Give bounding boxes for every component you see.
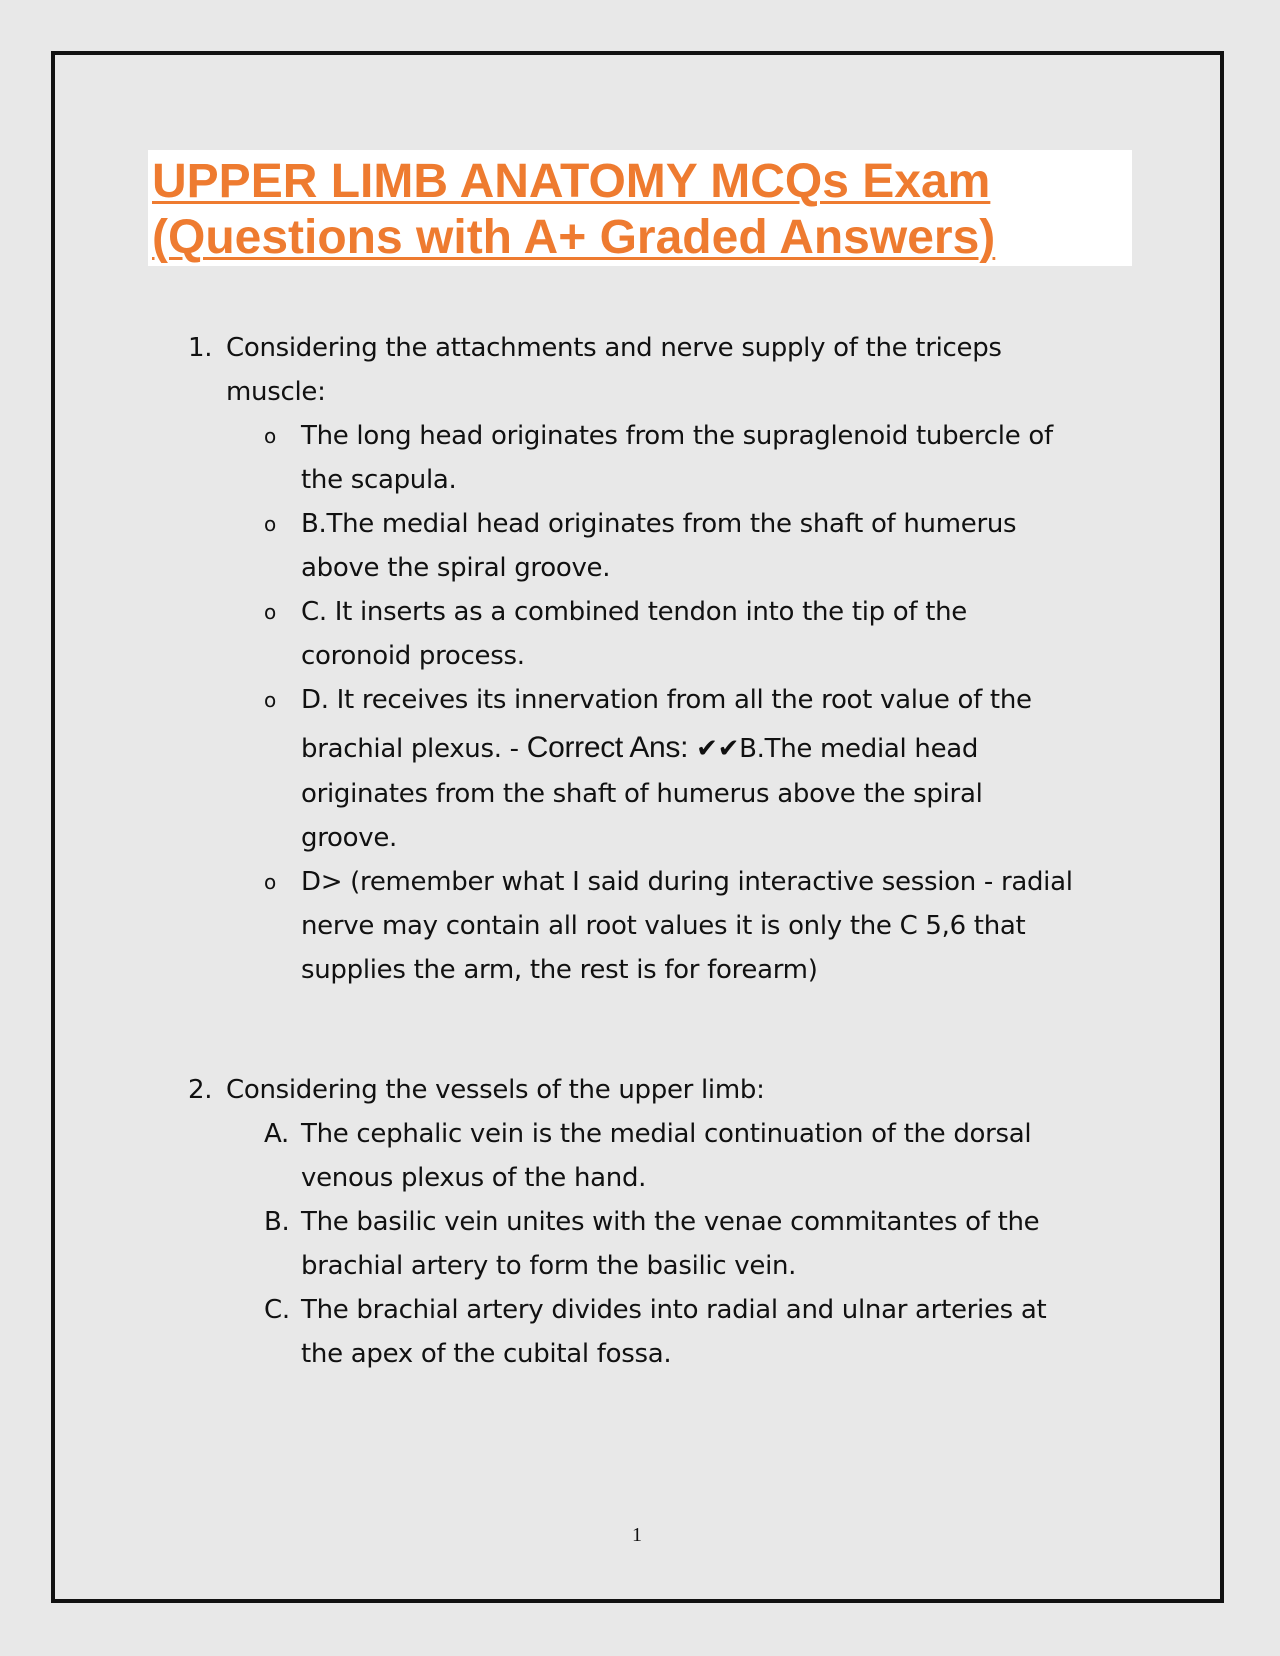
q2-option-a-line-2: venous plexus of the hand. <box>301 1163 647 1193</box>
q1-answer-line-3: groove. <box>301 823 397 853</box>
bullet-icon: o <box>264 512 277 536</box>
document-title-line-1: UPPER LIMB ANATOMY MCQs Exam <box>152 155 991 208</box>
bullet-icon: o <box>264 870 277 894</box>
q2-option-c-letter: C. <box>264 1295 290 1325</box>
q2-option-c-line-1: The brachial artery divides into radial and ulnar arteries at <box>301 1295 1047 1325</box>
bullet-icon: o <box>264 688 277 712</box>
q2-option-a-letter: A. <box>264 1119 289 1149</box>
document-title-line-2: (Questions with A+ Graded Answers) <box>152 211 996 264</box>
q2-option-a-line-1: The cephalic vein is the medial continuation of the dorsal <box>301 1119 1032 1149</box>
q1-option-d-text: brachial plexus. - <box>301 734 527 764</box>
correct-answer-label: Correct Ans: <box>526 731 689 764</box>
q1-option-d-line-1: D. It receives its innervation from all the root value of the <box>301 685 1032 715</box>
q1-explanation-line-2: nerve may contain all root values it is only the C 5,6 that <box>301 911 1026 941</box>
q1-option-a-line-1: The long head originates from the supraglenoid tubercle of <box>301 421 1053 451</box>
correct-answer-text: ✔✔B.The medial head <box>688 734 979 764</box>
q2-option-b-line-2: brachial artery to form the basilic vein. <box>301 1251 797 1281</box>
q1-option-c-line-1: C. It inserts as a combined tendon into the tip of the <box>301 597 967 627</box>
page-number: 1 <box>632 1524 642 1546</box>
q2-option-c-line-2: the apex of the cubital fossa. <box>301 1339 672 1369</box>
question-1-number: 1. <box>188 333 213 363</box>
q1-option-d-line-2 <box>301 726 978 771</box>
question-1-stem-line-1: Considering the attachments and nerve supply of the triceps <box>226 333 1002 363</box>
q1-explanation-line-3: supplies the arm, the rest is for forearm) <box>301 955 818 985</box>
bullet-icon: o <box>264 600 277 624</box>
q1-option-b-line-2: above the spiral groove. <box>301 553 611 583</box>
question-2-number: 2. <box>188 1075 213 1105</box>
q1-option-c-line-2: coronoid process. <box>301 641 525 671</box>
question-2-stem: Considering the vessels of the upper limb: <box>226 1075 765 1105</box>
bullet-icon: o <box>264 424 277 448</box>
q2-option-b-line-1: The basilic vein unites with the venae commitantes of the <box>301 1207 1040 1237</box>
q1-option-b-line-1: B.The medial head originates from the shaft of humerus <box>301 509 1017 539</box>
q2-option-b-letter: B. <box>264 1207 290 1237</box>
q1-answer-line-2: originates from the shaft of humerus above the spiral <box>301 779 983 809</box>
question-1-stem-line-2: muscle: <box>226 377 326 407</box>
q1-option-a-line-2: the scapula. <box>301 465 457 495</box>
q1-explanation-line-1: D> (remember what I said during interactive session - radial <box>301 867 1073 897</box>
